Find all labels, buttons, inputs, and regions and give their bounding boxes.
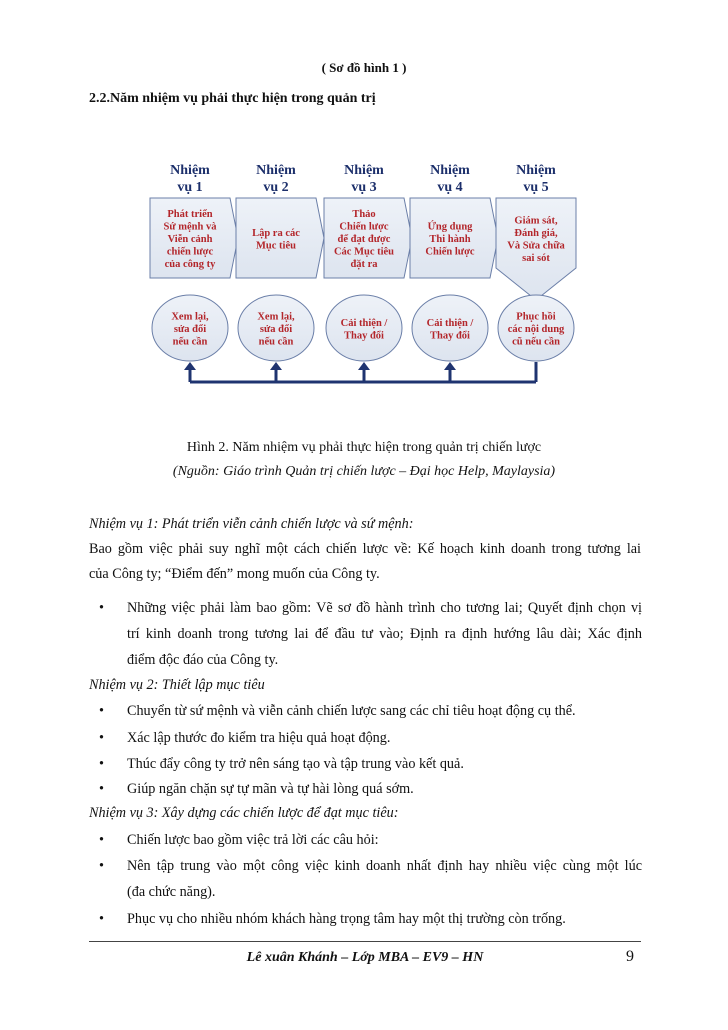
task-2-body: Lập ra các	[252, 227, 300, 239]
diagram-caption-top: ( Sơ đồ hình 1 )	[321, 60, 407, 75]
task3-heading: Nhiệm vụ 3: Xây dựng các chiến lược để đạt mục tiêu:	[89, 805, 399, 821]
task-3-body: Chiến lược	[339, 221, 389, 233]
task-5-body: Và Sửa chữa	[507, 240, 565, 252]
bullet-marker: •	[99, 730, 104, 746]
task-4-title: Nhiệm	[430, 163, 470, 178]
task-2-title: Nhiệm	[256, 163, 296, 178]
figure-caption: Hình 2. Năm nhiệm vụ phải thực hiện trong quản trị chiến lược	[186, 440, 542, 455]
task-4-feedback-text: Cải thiện /	[426, 317, 474, 329]
task-1-body: của công ty	[164, 259, 216, 270]
task-2-feedback-text: Xem lại,	[257, 311, 295, 323]
arrow-head-icon	[444, 362, 456, 370]
bullet-marker: •	[99, 703, 104, 719]
task-5-title: Nhiệm	[516, 163, 556, 178]
task-2-feedback-text: nếu cần	[258, 336, 294, 348]
task-5-body: Đánh giá,	[514, 227, 558, 239]
arrow-head-icon	[184, 362, 196, 370]
task-4-body: Ứng dụng	[427, 221, 473, 233]
task1-heading: Nhiệm vụ 1: Phát triển viễn cảnh chiến lược và sứ mệnh:	[89, 516, 414, 532]
task-3-body: Thảo	[352, 209, 376, 220]
task-3-body: đặt ra	[350, 259, 378, 270]
task-4-title: vụ 4	[437, 180, 463, 195]
task-3-body: Các Mục tiêu	[333, 246, 395, 258]
bullet-marker: •	[99, 781, 104, 797]
task-3-feedback-text: Thay đổi	[344, 330, 384, 342]
task3-bullet-3: Phục vụ cho nhiều nhóm khách hàng trọng tâm hay một thị trường còn trống.	[127, 911, 566, 927]
bullet-marker: •	[99, 756, 104, 772]
task-3-title: vụ 3	[351, 180, 377, 195]
arrow-head-icon	[358, 362, 370, 370]
task1-paragraph-line1: Bao gồm việc phải suy nghĩ một cách chiến lược về: Kế hoạch kinh doanh trong tương lai	[89, 541, 641, 557]
figure-source: (Nguồn: Giáo trình Quản trị chiến lược – Đại học Help, Maylaysia)	[172, 464, 556, 479]
task-1-feedback-text: Xem lại,	[171, 311, 209, 323]
arrow-head-icon	[270, 362, 282, 370]
task-5-feedback-text: Phục hồi	[516, 311, 556, 323]
bullet-marker: •	[99, 911, 104, 927]
footer-divider	[89, 941, 641, 942]
task-5-body: sai sót	[522, 252, 550, 264]
task-1-title: Nhiệm	[170, 163, 210, 178]
task-1-feedback-text: sửa đổi	[173, 324, 207, 335]
task-1-feedback-text: nếu cần	[172, 336, 208, 348]
task2-bullet-2: Xác lập thước đo kiểm tra hiệu quả hoạt động.	[127, 730, 391, 746]
task-1-title: vụ 1	[177, 180, 203, 195]
task-1-body: Sứ mệnh và	[163, 221, 217, 233]
task1-bullet-line2: trí kinh doanh trong tương lai để đầu tư vào; Định ra định hướng lâu dài; Xác định	[127, 626, 642, 642]
task-5-feedback-text: cũ nếu cần	[512, 336, 560, 348]
bullet-marker: •	[99, 858, 104, 874]
footer-author: Lê xuân Khánh – Lớp MBA – EV9 – HN	[246, 950, 484, 965]
task1-bullet-line1: Những việc phải làm bao gồm: Vẽ sơ đồ hành trình cho tương lai; Quyết định chọn vị	[127, 600, 642, 616]
task-4-body: Chiến lược	[425, 246, 475, 258]
task-5-feedback-text: các nội dung	[507, 324, 565, 335]
task-1-body: Viễn cảnh	[167, 234, 213, 245]
task2-bullet-4: Giúp ngăn chặn sự tự mãn và tự hài lòng quá sớm.	[127, 781, 414, 797]
task-5-title: vụ 5	[523, 180, 549, 195]
task-2-title: vụ 2	[263, 180, 289, 195]
five-tasks-diagram	[0, 0, 728, 430]
section-title: 2.2.Năm nhiệm vụ phải thực hiện trong quản trị	[89, 91, 376, 106]
task-4-body: Thi hành	[429, 234, 471, 245]
task1-bullet-line3: điểm độc đáo của Công ty.	[127, 652, 279, 668]
task2-heading: Nhiệm vụ 2: Thiết lập mục tiêu	[89, 677, 265, 693]
task-5-body: Giám sát,	[514, 215, 558, 227]
bullet-marker: •	[99, 832, 104, 848]
task-2-body: Mục tiêu	[256, 240, 296, 252]
task-3-title: Nhiệm	[344, 163, 384, 178]
task-3-feedback-text: Cải thiện /	[340, 317, 388, 329]
task-1-body: Phát triển	[167, 209, 213, 220]
task-1-body: chiến lược	[166, 246, 214, 258]
task3-bullet-2-line1: Nên tập trung vào một công việc kinh doanh nhất định hay nhiều việc cùng một lúc	[127, 858, 642, 874]
task3-bullet-1: Chiến lược bao gồm việc trả lời các câu hỏi:	[127, 832, 379, 848]
task2-bullet-1: Chuyển từ sứ mệnh và viễn cảnh chiến lược sang các chỉ tiêu hoạt động cụ thể.	[127, 703, 576, 719]
task2-bullet-3: Thúc đẩy công ty trở nên sáng tạo và tập trung vào kết quả.	[127, 756, 464, 772]
task-2-feedback-text: sửa đổi	[259, 324, 293, 335]
task-3-body: để đạt được	[337, 234, 391, 245]
task-4-feedback-text: Thay đổi	[430, 330, 470, 342]
page-number: 9	[626, 948, 634, 965]
task1-paragraph-line2: của Công ty; “Điểm đến” mong muốn của Công ty.	[89, 566, 380, 582]
bullet-marker: •	[99, 600, 104, 616]
task3-bullet-2-line2: (đa chức năng).	[127, 884, 216, 900]
